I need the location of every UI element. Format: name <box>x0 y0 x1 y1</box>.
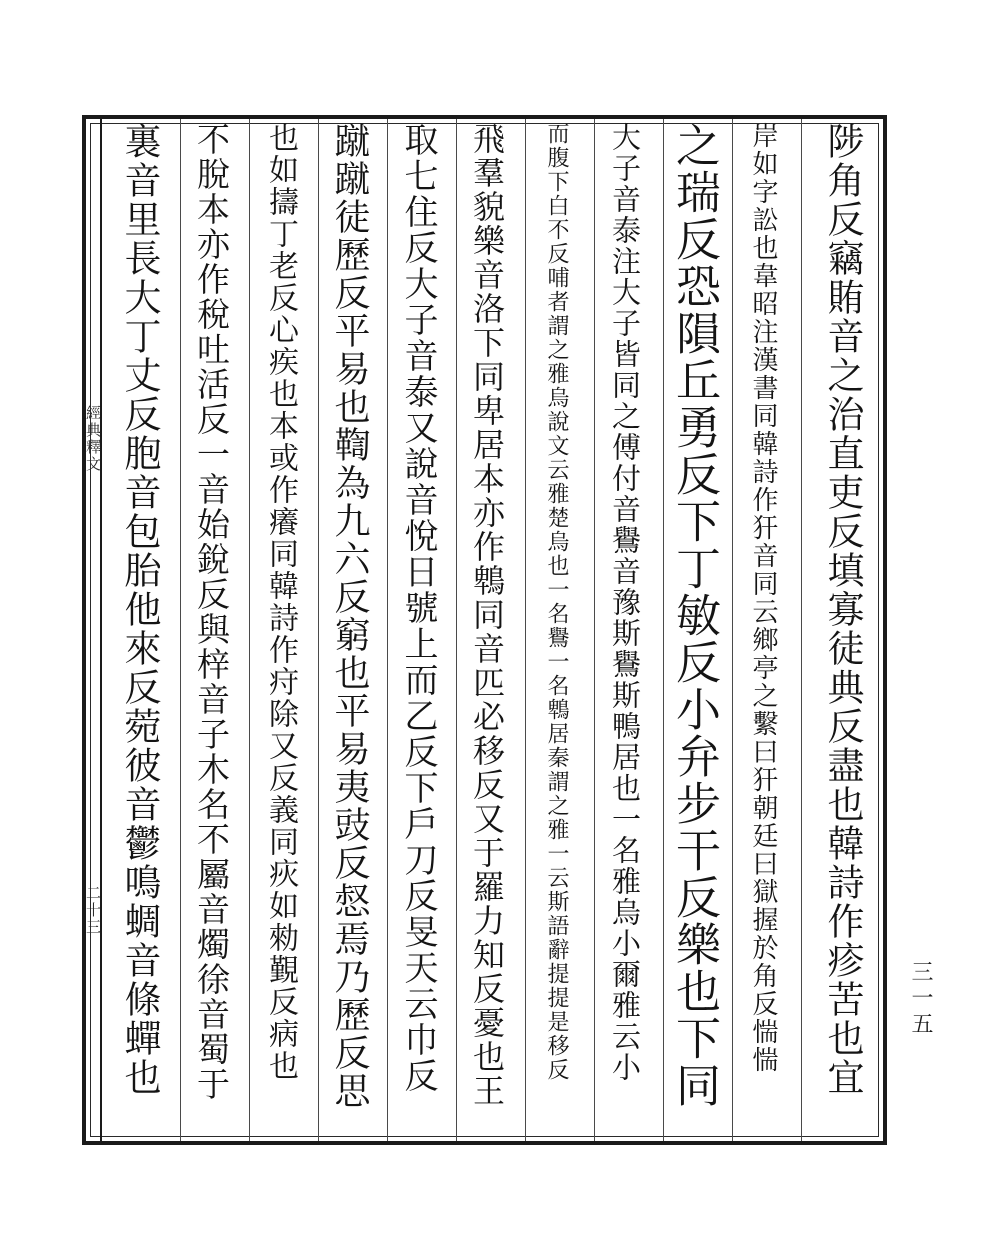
text-column-9: 也如擣丁老反心疾也本或作癢同韓詩作疛除又反義同疢如勑覲反病也 <box>263 122 298 1082</box>
text-column-11: 裏音里長大丁丈反胞音包胎他來反菀彼音鬱鳴蜩音條蟬也 <box>118 122 161 1097</box>
text-column-6: 飛羣貌樂音洛下同卑居本亦作鵯同音匹必移反又于羅力知反憂也王 <box>468 122 506 1108</box>
column-rule <box>180 119 181 1141</box>
page-number: 三一五 <box>908 960 933 1038</box>
margin-strip <box>82 115 102 1145</box>
text-column-2: 岸如字訟也韋昭注漢書同韓詩作犴音同云鄉亭之繫曰犴朝廷曰獄握於角反惴惴 <box>748 122 778 1074</box>
margin-title: 經典釋文 <box>84 405 102 473</box>
text-column-3: 之瑞反恐隕丘勇反下丁敏反小弁步干反樂也下同 <box>668 122 721 1109</box>
text-column-5: 而腹下白不反哺者謂之雅烏說文云雅楚烏也一名鸒一名鵯居秦謂之雅一云斯語辭提提是移反 <box>544 122 569 1082</box>
text-column-1: 陟角反竊賄音之治直吏反填寡徒典反盡也韓詩作疹苦也宜 <box>821 122 864 1097</box>
text-column-8: 蹴蹴徒歷反平易也鞫為九六反窮也平易夷豉反惄焉乃歷反思 <box>329 122 370 1110</box>
text-column-7: 取七住反大子音泰又說音悅日號上而乙反下戶刀反旻天云巾反 <box>398 122 438 1094</box>
text-column-4: 大子音泰注大子皆同之傅付音鸒音豫斯鸒斯鴨居也一名雅烏小爾雅云小 <box>608 122 642 1083</box>
margin-leaf-number: 二十三 <box>84 885 102 936</box>
text-column-10: 不脫本亦作稅吐活反一音始銳反與梓音子木名不屬音燭徐音蜀于 <box>192 122 231 1102</box>
